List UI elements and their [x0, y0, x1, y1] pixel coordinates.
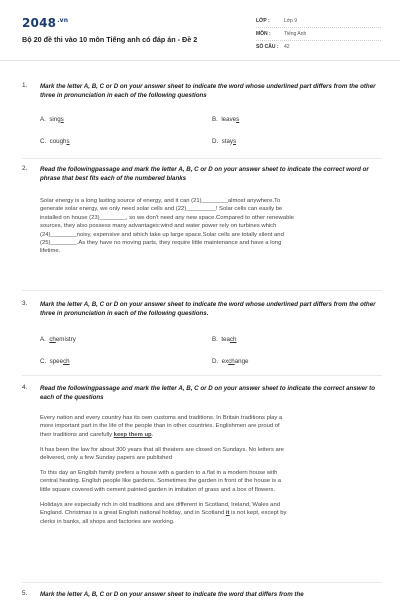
passage-line: To this day an English family prefers a house with a garden to a flat in a modern house with [40, 470, 278, 476]
passage-line: clerks in banks, all shops and factories are working. [40, 518, 175, 525]
passage-text: their traditions and carefully [40, 431, 114, 438]
option-letter: C. [40, 138, 47, 145]
meta-divider [256, 40, 381, 41]
logo-text: 2048 [22, 16, 57, 30]
option-c[interactable] [40, 358, 70, 365]
option-text: ex [221, 358, 229, 365]
question-3 [22, 300, 382, 370]
passage-line: little square covered with cement painted garden in imitation of grass and a box of flowers. [40, 486, 276, 493]
question-1 [22, 82, 382, 152]
passage-text: England. Christmas is a great English national holiday, and in Scotland [40, 510, 226, 517]
option-letter: B. [212, 116, 218, 123]
option-letter: D. [212, 358, 219, 365]
meta-divider [256, 27, 381, 28]
passage-line: lifetime. [40, 248, 61, 255]
passage-line: central heating. English people like gardens. Sometimes the garden in front of the house is a [40, 478, 282, 485]
meta-label: LỚP : [256, 18, 270, 24]
option-text: leave [221, 116, 237, 123]
page-header [0, 0, 400, 61]
option-text: tea [221, 336, 230, 343]
option-text: emistry [55, 336, 76, 343]
passage-text: . [151, 431, 154, 438]
option-underlined: s [60, 116, 64, 123]
option-underlined: s [233, 138, 237, 145]
option-b[interactable] [212, 336, 236, 343]
passage-line: generate solar energy, we only need solar cells and (22)_________! Solar cells can easily be [40, 206, 283, 213]
option-letter: A. [40, 116, 46, 123]
option-a[interactable] [40, 116, 64, 123]
section-divider [22, 158, 382, 159]
section-divider [22, 290, 382, 291]
question-number: 2. [22, 165, 28, 172]
passage-line: Holidays are especially rich in old traditions and are different in Scotland, Ireland, Wales and [40, 502, 281, 508]
option-underlined: ch [228, 358, 235, 365]
passage-solar-energy [40, 197, 380, 256]
passage-line: delivered, only a few Sunday papers are published [40, 455, 172, 462]
option-text: stay [221, 138, 233, 145]
question-instruction: Mark the letter A, B, C or D on your answer sheet to indicate the word whose underlined part differs from the other three in pronunciation in each of the following questions. [40, 301, 376, 317]
option-d[interactable] [212, 358, 249, 365]
option-c[interactable] [40, 138, 70, 145]
question-instruction: Read the followingpassage and mark the letter A, B, C or D on your answer sheet to indicate the correct answer to each of the questions [40, 385, 376, 401]
question-instruction: Mark the letter A, B, C or D on your answer sheet to indicate the word that differs from the [40, 591, 304, 598]
passage-paragraph-2 [40, 446, 380, 463]
passage-paragraph-4 [40, 501, 380, 526]
passage-line: more important part in the life of the people than in other countries. Englishmen are proud of [40, 423, 280, 430]
passage-paragraph-1 [40, 414, 380, 439]
option-underlined: ch [63, 358, 70, 365]
option-letter: B. [212, 336, 218, 343]
section-divider [22, 582, 382, 583]
question-instruction: Mark the letter A, B, C or D on your answer sheet to indicate the word whose underlined part differs from the other three in pronunciation in each of the following questions [40, 83, 376, 99]
option-underlined: ch [49, 336, 56, 343]
question-2 [22, 165, 382, 185]
option-letter: D. [212, 138, 219, 145]
meta-label: SỐ CÂU : [256, 44, 279, 50]
option-b[interactable] [212, 116, 239, 123]
question-instruction: Read the followingpassage and mark the letter A, B, C or D on your answer sheet to indicate the correct word or phrase that best fits each of the numbered blanks [40, 166, 369, 182]
question-number: 5. [22, 590, 28, 597]
question-4 [22, 384, 382, 404]
keyword-highlight: keep them up [113, 431, 152, 438]
question-number: 4. [22, 384, 28, 391]
option-text: sing [49, 116, 61, 123]
option-d[interactable] [212, 138, 236, 145]
meta-value: Lớp 9 [284, 18, 298, 24]
passage-line [40, 431, 380, 439]
passage-line: installed on house (23)________, so we don't need any new space.Compared to other renewable [40, 214, 294, 221]
option-text: ange [234, 358, 249, 365]
passage-paragraph-3 [40, 469, 380, 494]
option-underlined: s [236, 116, 240, 123]
passage-line: (25)________.As they have no moving parts, they require little maintenance and have a long [40, 240, 282, 247]
passage-line: sources, they also possess many advantages:wind and water power rely on turbines which [40, 223, 277, 230]
keyword-highlight: it [225, 510, 230, 517]
option-underlined: ch [229, 336, 237, 343]
option-text: spee [49, 358, 64, 365]
section-divider [22, 375, 382, 376]
passage-line: Solar energy is a long lasting source of energy, and it can (21)________almost anywhere.To [40, 198, 281, 204]
option-letter: A. [40, 336, 46, 343]
option-a[interactable] [40, 336, 76, 343]
meta-value: 42 [284, 44, 290, 50]
option-text: cough [49, 138, 67, 145]
option-letter: C. [40, 358, 47, 365]
passage-line: It has been the law for about 300 years that all theaters are closed on Sundays. No letters are [40, 447, 284, 453]
passage-line [40, 509, 380, 517]
meta-value: Tiếng Anh [284, 31, 307, 37]
option-underlined: s [66, 138, 70, 145]
document-title: Bộ 20 đề thi vào 10 môn Tiếng anh có đáp án - Đề 2 [22, 35, 198, 44]
logo-suffix: .vn [57, 17, 69, 24]
passage-line: (24)________noisy, expensive and which take up large space.Solar cells are totally silent and [40, 231, 284, 238]
passage-text: is not kept, except by [229, 510, 287, 517]
question-number: 3. [22, 300, 28, 307]
site-logo[interactable] [22, 16, 68, 30]
meta-label: MÔN : [256, 31, 271, 37]
question-5 [22, 590, 382, 600]
passage-line: Every nation and every country has its own customs and traditions. In Britain traditions play a [40, 415, 283, 421]
question-number: 1. [22, 82, 28, 89]
